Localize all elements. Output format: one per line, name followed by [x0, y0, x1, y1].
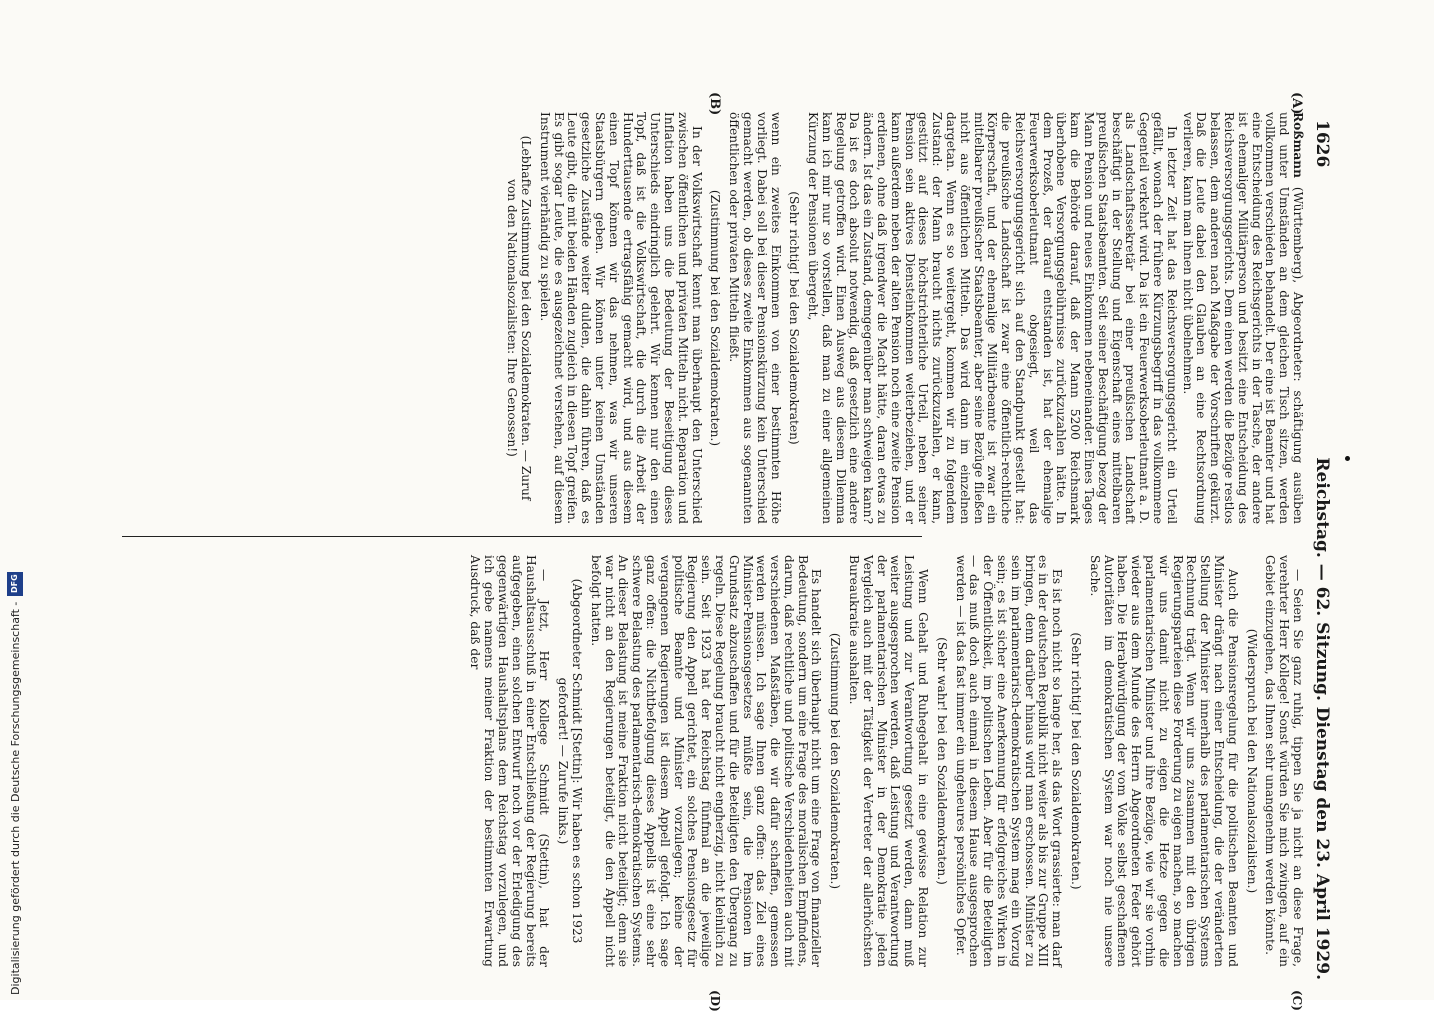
- interjection: (Sehr richtig! bei den Sozialdemokraten): [787, 191, 802, 445]
- interjection: (Widerspruch bei den Nationalsozialisten.): [1244, 628, 1259, 894]
- interjection: (Abgeordneter Schmidt [Stettin]: Wir haben es schon 1923 gefordert! — Zurufe links.): [556, 578, 584, 944]
- column-divider: [122, 536, 922, 537]
- speech-paragraph: [1180, 112, 1304, 524]
- page-title: Reichstag. — 62. Sitzung. Dienstag den 23. April 1929.: [1312, 457, 1332, 980]
- interjection: (Zustimmung bei den Sozialdemokraten.): [708, 189, 723, 447]
- interjection: (Sehr richtig! bei den Sozialdemokraten.): [1069, 632, 1084, 890]
- speaker-name: Roßmann: [1291, 112, 1305, 179]
- speech-paragraph: Wenn Gehalt und Ruhegehalt in eine gewisse Relation zur Leistung und zur Verantwortung gesetzt werden, dann muß weiter ausgesprochen werden, daß Leistung und Verantwortung der parlamentarischen Minister in der Demokratie jeden Vergleich auch mit der Tätigkeit der Vertreter der allerhöchsten Bureaukratie aushalten.: [847, 555, 931, 967]
- interjection: (Lebhafte Zustimmung bei den Sozialdemokraten. — Zuruf von den Nationalsozialisten: Ihre Genossen!): [505, 135, 533, 501]
- right-column: [84, 555, 1304, 967]
- speech-paragraph: In der Volkswirtschaft kennt man überhaupt den Unterschied zwischen öffentlichen und privaten Mitteln nicht. Reparation und Inflation haben uns die Bedeutung der Beseitigung dieses Unterschieds eindringlich gelehrt. Wir kennen nur den einen Topf, daß ist die Volkswirtschaft, die durch die Arbeit der Hunderttausende ertragsfähig gemacht wird, und aus diesem einen Topf können wir das nehmen, was wir unseren Staatsbürgern geben. Wir können unter keinen Umständen gesetzliche Zustände weiter dulden, die dahin führen, daß es Leute gibt, die mit beiden Händen zugleich in diesen Topf greifen. Es gibt sogar Leute, die es ausgezeichnet verstehen, auf diesem Instrument vierhändig zu spielen.: [537, 112, 704, 524]
- margin-marker-b: (B): [707, 92, 722, 116]
- margin-marker-c: (C): [1290, 990, 1304, 1011]
- speech-paragraph: Es handelt sich überhaupt nicht um eine Frage von finanzieller Bedeutung, sondern um eine Frage des moralischen Empfindens, darum, daß rechtliche und politische Verschiedenheiten auch mit verschiedenen Maßstäben, die wir dafür schaffen, gemessen werden müssen. Ich sage Ihnen ganz offen: das Ziel eines Minister-Pensionsgesetzes müßte sein, die Pensionen im Grundsatz abzuschaffen und für die Beteiligten den Übergang zu regeln. Diese Regelung braucht nicht engherzig, nicht kleinlich zu sein. Seit 1923 hat der Reichstag fünfmal an die jeweilige Regierung den Appell gerichtet, ein solches Pensionsgesetz für politische Beamte und Minister vorzulegen; keine der vergangenen Regierungen ist diesem Appell gefolgt. Ich sage ganz offen: die Nichtbefolgung dieses Appells ist eine sehr schwere Belastung des parlamentarisch-demokratischen Systems. An dieser Belastung ist meine Fraktion nicht beteiligt; denn sie war nicht an den Regierungen beteiligt, die den Appell nicht befolgt hatten.: [588, 555, 824, 967]
- speech-paragraph: — Seien Sie ganz ruhig, tippen Sie ja nicht an diese Frage, verehrter Herr Kollege! Sonst würden Sie mich zwingen, auf ein Gebiet einzugehen, das Ihnen sehr unangenehm werden könnte.: [1263, 555, 1305, 967]
- digitization-credit: [6, 5, 24, 995]
- paragraph-text: (Württemberg), Abgeordneter: schäftigung ausüben und unter Umständen an dem gleichen Tisch sitzen, werden vollkommen verschieden behandelt. Der eine ist Beamter und hat eine Entscheidung des Reichsgerichts in der Tasche, der andere ist ehemaliger Militärperson und besitzt eine Entscheidung des Reichsversorgungsgerichts. Dem einen werden die Bezüge restlos belassen, dem anderen nach Maßgabe der Vorschriften gekürzt. Daß die Leute dabei den Glauben an eine Rechtsordnung verlieren, kann man ihnen nicht übelnehmen.: [1180, 112, 1305, 525]
- speech-paragraph: wenn ein zweites Einkommen von einer bestimmten Höhe vorliegt. Dabei soll bei dieser Pensionskürzung kein Unterschied gemacht werden, ob dieses zweite Einkommen aus sogenannten öffentlichen oder privaten Mitteln fließt.: [727, 112, 783, 524]
- speech-paragraph: Auch die Pensionsregelung für die politischen Beamten und Minister drängt nach einer Entscheidung, die der veränderten Stellung der Minister innerhalb des parlamentarischen Systems Rechnung trägt. Wenn wir uns zusammen mit den übrigen Regierungsparteien diese Forderung zu eigen machen, so machen wir uns damit nicht zu eigen die Hetze gegen die parlamentarischen Minister und ihre Bezüge, wie wir sie vorhin wieder aus dem Munde des Herrn Abgeordneten Feder gehört haben. Die Herabwürdigung der vom Volke selbst geschaffenen Autoritäten im demokratischen System war noch nie unsere Sache.: [1087, 555, 1240, 967]
- margin-marker-a: (A): [1289, 92, 1304, 115]
- speech-paragraph: Es ist noch nicht so lange her, als das Wort grassierte: man darf es in der deutschen Republik nicht weiter als bis zur Gruppe XIII bringen, denn darüber hinaus wird man erschossen. Minister zu sein im parlamentarisch-demokratischen System mag ein Vorzug sein; es ist sicher eine Anerkennung für erfolgreiches Wirken in der Öffentlichkeit, im politischen Leben. Aber für die Beteiligten — das muß doch auch einmal in diesem Hause ausgesprochen werden — ist das fast immer ein ungeheures persönliches Opfer.: [953, 555, 1065, 967]
- speech-paragraph: — Jetzt, Herr Kollege Schmidt (Stettin), hat der Haushaltsausschuß in einer Entschließung der Regierung bereits aufgegeben, einen solchen Entwurf noch vor der Erledigung des gegenwärtigen Haushaltsplans dem Reichstag vorzulegen, und ich gebe namens meiner Fraktion der bestimmten Erwartung Ausdruck, daß der: [468, 555, 552, 967]
- interjection: (Zustimmung bei den Sozialdemokraten.): [828, 632, 843, 890]
- margin-marker-d: (D): [708, 990, 722, 1012]
- page-number: 1626: [1312, 120, 1332, 168]
- interjection: (Sehr wahr! bei den Sozialdemokraten.): [934, 637, 949, 885]
- left-column: [84, 112, 1304, 524]
- margin-dot: [1345, 456, 1350, 461]
- dfg-logo-icon: DFG: [7, 572, 23, 596]
- speech-paragraph: In letzter Zeit hat das Reichsversorgungsgericht ein Urteil gefällt, wonach der frühere Kürzungsbegriff in das vollkommene Gegenteil verkehrt wird. Da ist ein Feuerwerksoberleutnant a. D. als Landschaftssekretär bei einer preußischen Landschaft beschäftigt in der Stellung und Eigenschaft eines mittelbaren preußischen Staatsbeamten. Seit seiner Beschäftigung bezog der Mann Pension und neues Einkommen nebeneinander. Eines Tages kam die Behörde darauf, daß der Mann 5200 Reichsmark überhobene Versorgungsgebührnisse zurückzuzahlen hätte. In dem Prozeß, der darauf entstanden ist, hat der ehemalige Feuerwerksoberleutnant obgesiegt, weil das Reichsversorgungsgericht sich auf den Standpunkt gestellt hat: die preußische Landschaft ist zwar eine öffentlich-rechtliche Körperschaft, und der ehemalige Militärbeamte ist zwar ein mittelbarer preußischer Staatsbeamter, aber seine Bezüge fließen nicht aus öffentlichen Mitteln. Das wird dann im einzelnen dargetan. Wenn es so weitergeht, kommen wir zu folgendem Zustand: der Mann braucht nichts zurückzuzahlen, er kann, gestützt auf dieses höchstrichterliche Urteil, neben seiner Pension sein aktives Diensteinkommen weiterbeziehen, und er kann außerdem neben der alten Pension noch eine zweite Pension erdienen, ohne daß irgendwer die Macht hätte, daran etwas zu ändern. Ist das ein Zustand, demgegenüber man schweigen kann? Da ist es doch absolut notwendig, daß gesetzlich eine andere Regelung getroffen wird. Einen Ausweg aus diesem Dilemma kann ich mir nur so vorstellen, daß man zu einer allgemeinen Kürzung der Pensionen übergeht,: [806, 112, 1179, 524]
- credit-text: Digitalisierung gefördert durch die Deutsche Forschungsgemeinschaft -: [8, 601, 22, 995]
- page-header: [1308, 120, 1336, 980]
